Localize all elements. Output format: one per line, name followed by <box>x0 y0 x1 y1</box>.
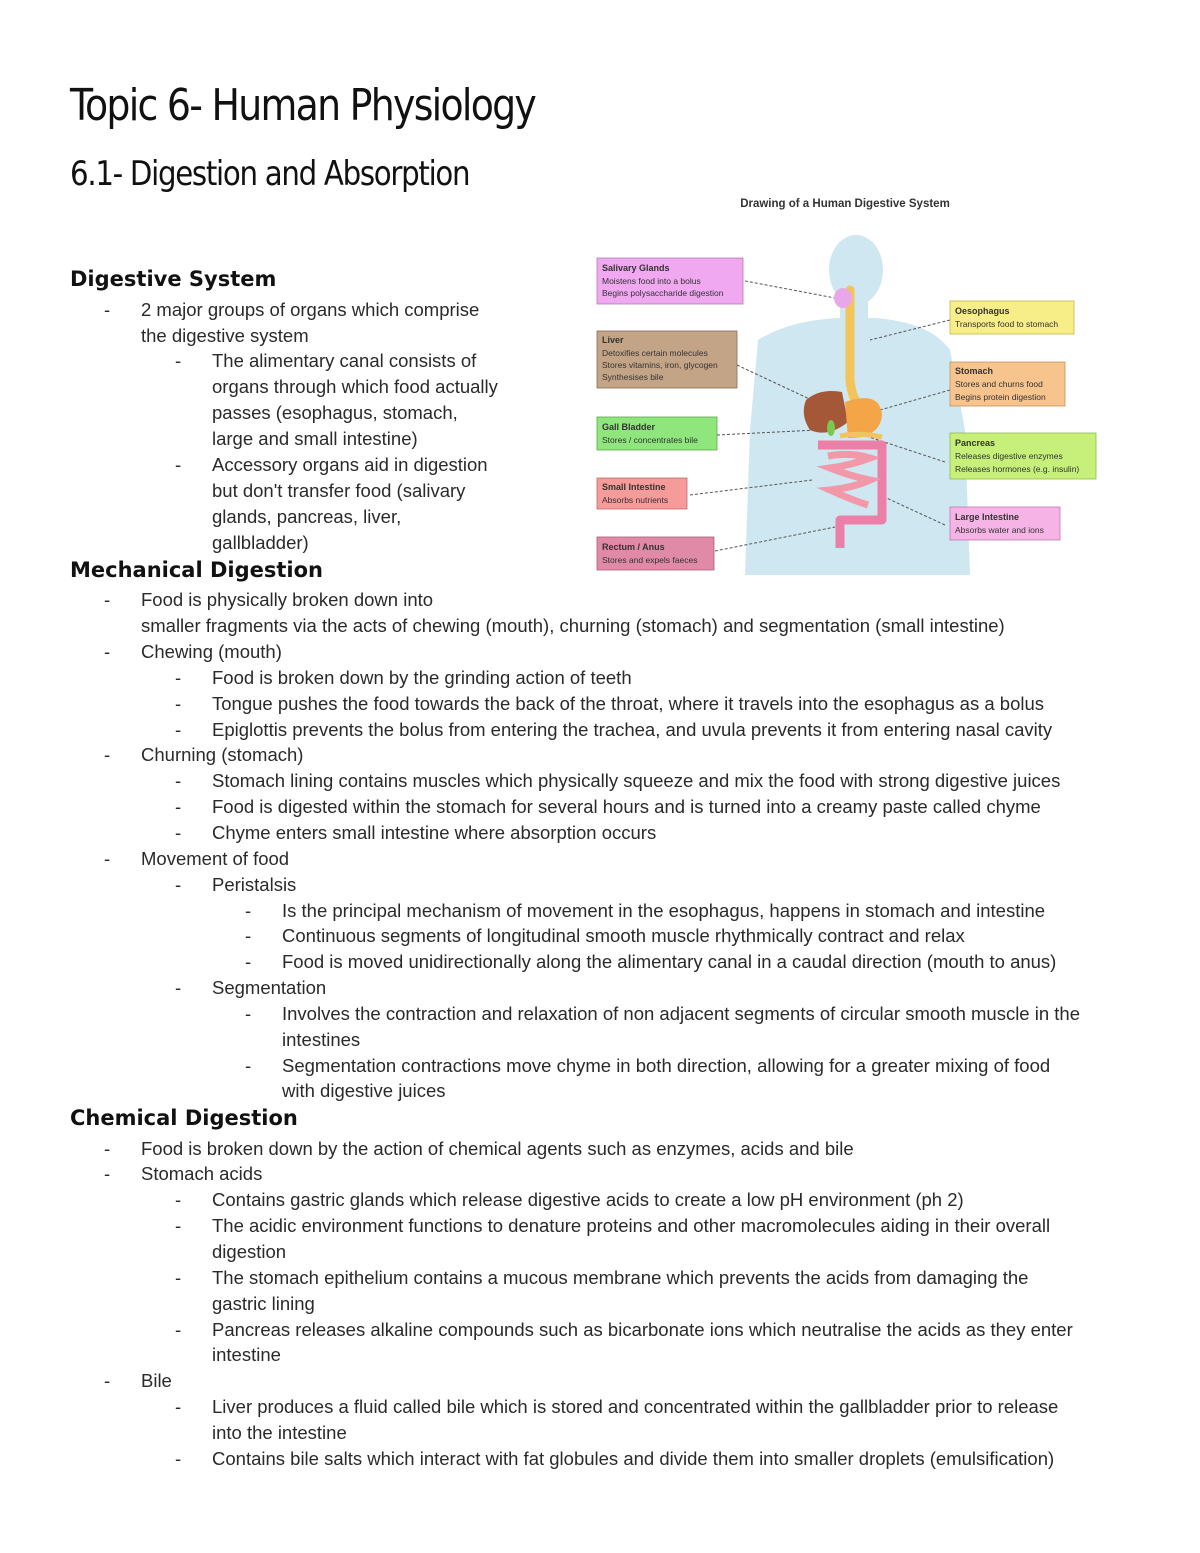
svg-text:Absorbs nutrients: Absorbs nutrients <box>602 495 669 505</box>
svg-text:Pancreas: Pancreas <box>955 438 996 448</box>
bullet-digestive-1-cont: the digestive system <box>141 325 309 346</box>
page-subtitle: 6.1- Digestion and Absorption <box>70 154 470 194</box>
svg-text:Detoxifies certain molecules: Detoxifies certain molecules <box>602 348 708 358</box>
label-stomach <box>950 362 1065 406</box>
bullet-alimentary-canal-cont: large and small intestine) <box>212 428 418 449</box>
svg-text:Stores vitamins, iron, glycoge: Stores vitamins, iron, glycogen <box>602 360 718 370</box>
svg-text:Transports food to stomach: Transports food to stomach <box>955 319 1059 329</box>
bullet-mechanical-1-cont: smaller fragments via the acts of chewing (mouth), churning (stomach) and segmentation (small intestine) <box>141 615 1005 636</box>
bullet-alimentary-canal-cont: organs through which food actually <box>212 376 498 397</box>
label-small-intestine <box>597 478 687 509</box>
diagram-title: Drawing of a Human Digestive System <box>740 198 950 210</box>
label-rectum-anus <box>597 537 714 570</box>
svg-text:Gall Bladder: Gall Bladder <box>602 422 656 432</box>
bullet-segmentation-2-cont: with digestive juices <box>282 1080 446 1101</box>
svg-text:Small Intestine: Small Intestine <box>602 482 666 492</box>
bullet-accessory-organs-cont: but don't transfer food (salivary <box>212 480 466 501</box>
svg-text:Begins polysaccharide digestio: Begins polysaccharide digestion <box>602 288 724 298</box>
digestive-system-diagram <box>590 190 1110 575</box>
svg-text:Absorbs water and ions: Absorbs water and ions <box>955 525 1044 535</box>
heading-digestive-system: Digestive System <box>70 267 277 291</box>
bullet-bile-a-cont: into the intestine <box>212 1422 347 1443</box>
label-liver <box>597 331 737 388</box>
svg-text:Moistens food into a bolus: Moistens food into a bolus <box>602 276 701 286</box>
bullet-stomach-acids-c-cont: gastric lining <box>212 1293 315 1314</box>
bullet-stomach-acids-b-cont: digestion <box>212 1241 287 1262</box>
bullet-accessory-organs-cont: glands, pancreas, liver, <box>212 506 402 527</box>
svg-text:Rectum / Anus: Rectum / Anus <box>602 542 665 552</box>
heading-chemical-digestion: Chemical Digestion <box>70 1106 298 1130</box>
label-salivary-glands <box>597 258 743 304</box>
svg-text:Stores and churns food: Stores and churns food <box>955 379 1043 389</box>
svg-text:Releases digestive enzymes: Releases digestive enzymes <box>955 451 1063 461</box>
bullet-segmentation-1-cont: intestines <box>282 1029 361 1050</box>
label-oesophagus <box>950 301 1074 334</box>
svg-text:Begins protein digestion: Begins protein digestion <box>955 392 1046 402</box>
svg-text:Releases hormones (e.g. insuli: Releases hormones (e.g. insulin) <box>955 464 1080 474</box>
label-gall-bladder <box>597 417 717 450</box>
label-pancreas <box>950 433 1096 479</box>
svg-text:Stores and expels faeces: Stores and expels faeces <box>602 555 698 565</box>
label-large-intestine <box>950 507 1060 540</box>
svg-text:Oesophagus: Oesophagus <box>955 306 1010 316</box>
heading-mechanical-digestion: Mechanical Digestion <box>70 558 324 582</box>
bullet-stomach-acids-d-cont: intestine <box>212 1344 281 1365</box>
svg-text:Stomach: Stomach <box>955 366 994 376</box>
bullet-alimentary-canal-cont: passes (esophagus, stomach, <box>212 402 458 423</box>
svg-text:Liver: Liver <box>602 335 624 345</box>
svg-text:Salivary Glands: Salivary Glands <box>602 263 670 273</box>
bullet-accessory-organs-cont: gallbladder) <box>212 532 309 553</box>
page-title: Topic 6- Human Physiology <box>70 80 536 131</box>
svg-text:Stores / concentrates bile: Stores / concentrates bile <box>602 435 698 445</box>
svg-text:Synthesises bile: Synthesises bile <box>602 372 664 382</box>
svg-text:Large Intestine: Large Intestine <box>955 512 1020 522</box>
